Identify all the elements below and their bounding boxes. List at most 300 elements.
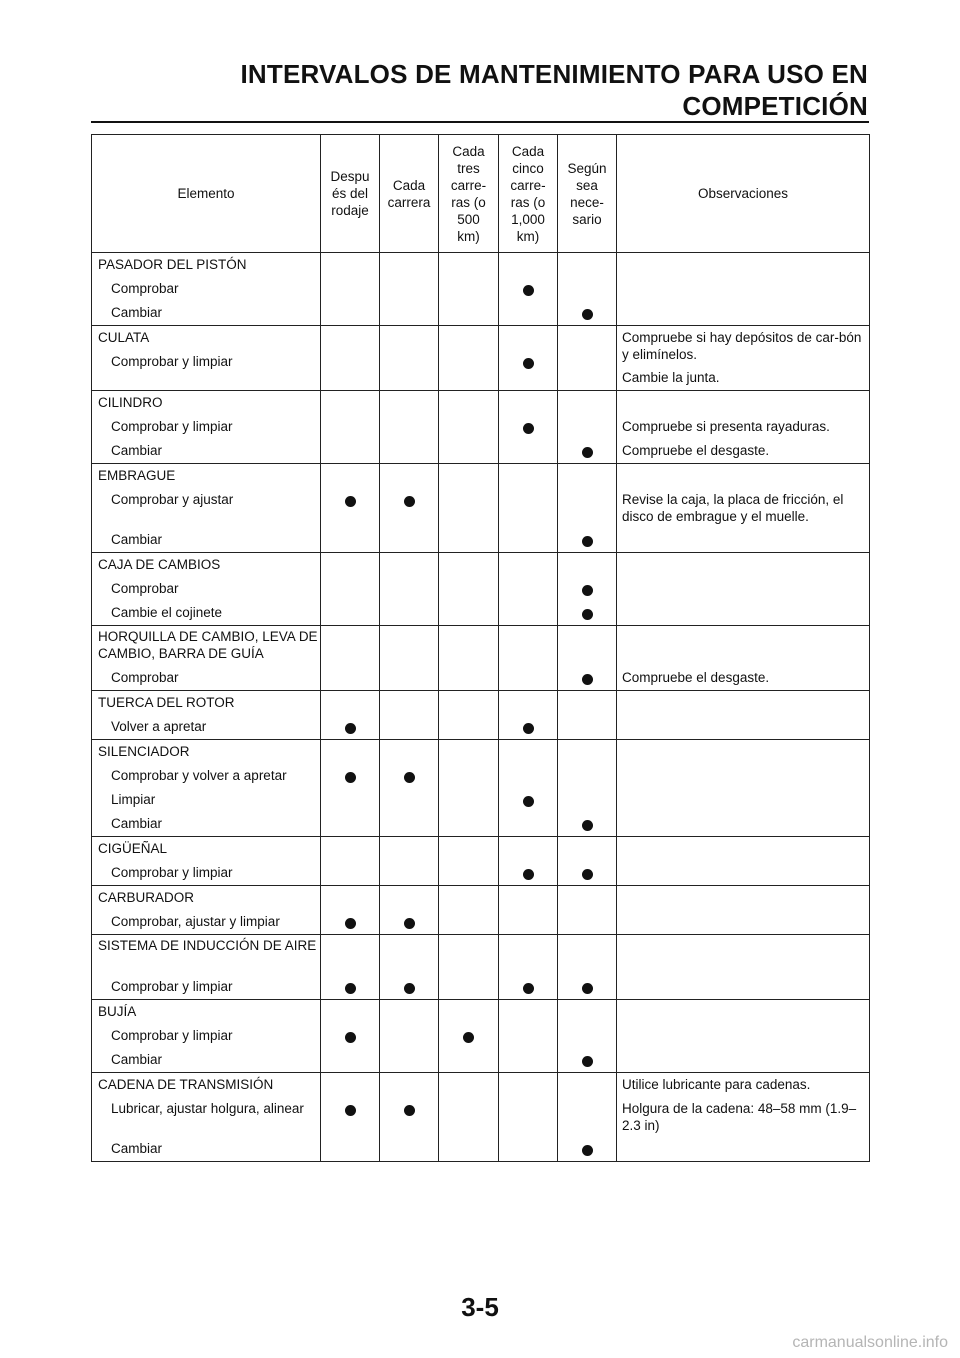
empty-mark-cell: [499, 1048, 557, 1072]
spacer: [321, 837, 379, 861]
empty-mark-cell: [558, 1097, 616, 1137]
mark-dot-cell: [380, 764, 438, 788]
empty-mark-cell: [439, 812, 498, 836]
spacer: [321, 886, 379, 910]
interval-cell: [558, 935, 617, 1000]
element-cell: [92, 691, 321, 740]
empty-mark-cell: [499, 1137, 557, 1161]
observation-text: [617, 1024, 869, 1048]
spacer: [439, 464, 498, 488]
element-cell: [92, 837, 321, 886]
spacer: [321, 253, 379, 277]
empty-mark-cell: [321, 301, 379, 325]
spacer: [499, 1000, 557, 1024]
bullet-dot-icon: [345, 1032, 356, 1043]
spacer: [321, 935, 379, 975]
empty-mark-cell: [321, 415, 379, 439]
spacer: [617, 837, 869, 861]
interval-cell: [321, 691, 380, 740]
mark-dot-cell: [321, 764, 379, 788]
interval-cell: [499, 935, 558, 1000]
empty-mark-cell: [499, 812, 557, 836]
mark-dot-cell: [558, 528, 616, 552]
interval-cell: [499, 886, 558, 935]
observations-cell: [617, 740, 870, 837]
interval-cell: [439, 691, 499, 740]
mark-dot-cell: [380, 975, 438, 999]
spacer: [558, 1000, 616, 1024]
spacer: [380, 935, 438, 975]
interval-cell: [380, 691, 439, 740]
interval-cell: [380, 553, 439, 626]
spacer: [321, 1000, 379, 1024]
item-label: Comprobar y limpiar: [111, 354, 233, 369]
bullet-dot-icon: [404, 772, 415, 783]
bullet-dot-icon: [523, 358, 534, 369]
empty-mark-cell: [321, 1137, 379, 1161]
bullet-dot-icon: [523, 423, 534, 434]
observations-cell: [617, 464, 870, 553]
mark-dot-cell: [321, 1097, 379, 1137]
observation-text: [617, 577, 869, 601]
interval-cell: [439, 464, 499, 553]
element-cell: [92, 886, 321, 935]
item-label: Limpiar: [111, 792, 156, 807]
item-label: Cambiar: [111, 1141, 163, 1156]
empty-mark-cell: [380, 301, 438, 325]
table-row: [92, 935, 870, 1000]
table-row: [92, 253, 870, 326]
interval-cell: [321, 935, 380, 1000]
empty-mark-cell: [499, 666, 557, 690]
spacer: [499, 253, 557, 277]
interval-cell: [439, 1000, 499, 1073]
mark-dot-cell: [558, 301, 616, 325]
item-label: Comprobar y limpiar: [111, 865, 233, 880]
bullet-dot-icon: [582, 309, 593, 320]
interval-cell: [321, 837, 380, 886]
interval-cell: [499, 253, 558, 326]
item-label: Comprobar y volver a apretar: [111, 768, 287, 783]
empty-mark-cell: [439, 715, 498, 739]
observations-cell: [617, 837, 870, 886]
observations-cell: [617, 391, 870, 464]
spacer: [439, 326, 498, 350]
mark-dot-cell: [558, 666, 616, 690]
mark-dot-cell: [558, 861, 616, 885]
element-cell: [92, 1073, 321, 1162]
observation-text: [617, 975, 869, 999]
interval-cell: [321, 1000, 380, 1073]
spacer: [558, 626, 616, 666]
table-row: [92, 1073, 870, 1162]
header-cada-carrera: Cada carrera: [380, 135, 439, 253]
spacer: [558, 837, 616, 861]
interval-cell: [380, 391, 439, 464]
interval-cell: [321, 626, 380, 691]
interval-cell: [439, 553, 499, 626]
section-title: SILENCIADOR: [98, 744, 190, 759]
header-despues-rodaje: Despu és del rodaje: [321, 135, 380, 253]
interval-cell: [439, 935, 499, 1000]
empty-mark-cell: [558, 488, 616, 528]
empty-mark-cell: [439, 975, 498, 999]
bullet-dot-icon: [523, 983, 534, 994]
observations-cell: [617, 886, 870, 935]
interval-cell: [321, 391, 380, 464]
spacer: [321, 691, 379, 715]
empty-mark-cell: [439, 301, 498, 325]
spacer: [558, 935, 616, 975]
spacer: [499, 626, 557, 666]
empty-mark-cell: [439, 415, 498, 439]
observations-cell: [617, 626, 870, 691]
empty-mark-cell: [439, 439, 498, 463]
empty-mark-cell: [439, 1048, 498, 1072]
element-cell: [92, 326, 321, 391]
item-label: Comprobar y limpiar: [111, 1028, 233, 1043]
empty-mark-cell: [321, 439, 379, 463]
spacer: [380, 253, 438, 277]
spacer: [558, 1073, 616, 1097]
empty-mark-cell: [439, 350, 498, 374]
spacer: [617, 626, 869, 666]
interval-cell: [321, 464, 380, 553]
mark-dot-cell: [380, 488, 438, 528]
mark-dot-cell: [558, 439, 616, 463]
observations-cell: [617, 691, 870, 740]
mark-dot-cell: [439, 1024, 498, 1048]
table-row: [92, 886, 870, 935]
section-title: CAJA DE CAMBIOS: [98, 557, 221, 572]
table-row: [92, 691, 870, 740]
empty-mark-cell: [439, 601, 498, 625]
page-title-line-2: COMPETICIÓN: [682, 91, 868, 121]
empty-mark-cell: [499, 601, 557, 625]
observations-cell: [617, 326, 870, 391]
spacer: [439, 391, 498, 415]
bullet-dot-icon: [582, 585, 593, 596]
interval-cell: [439, 391, 499, 464]
empty-mark-cell: [499, 577, 557, 601]
interval-cell: [439, 837, 499, 886]
interval-cell: [380, 1000, 439, 1073]
empty-mark-cell: [439, 1137, 498, 1161]
section-title: EMBRAGUE: [98, 468, 176, 483]
empty-mark-cell: [439, 577, 498, 601]
interval-cell: [499, 837, 558, 886]
empty-mark-cell: [380, 861, 438, 885]
interval-cell: [321, 326, 380, 391]
spacer: [617, 391, 869, 415]
spacer: [617, 691, 869, 715]
empty-mark-cell: [558, 715, 616, 739]
spacer: [321, 740, 379, 764]
interval-cell: [439, 886, 499, 935]
page-number: 3-5: [461, 1292, 499, 1322]
item-label: Comprobar, ajustar y limpiar: [111, 914, 280, 929]
element-cell: [92, 935, 321, 1000]
spacer: [380, 740, 438, 764]
spacer: [439, 935, 498, 975]
interval-cell: [439, 1073, 499, 1162]
empty-mark-cell: [439, 528, 498, 552]
element-cell: [92, 464, 321, 553]
spacer: [439, 691, 498, 715]
table-row: [92, 326, 870, 391]
spacer: [499, 935, 557, 975]
mark-dot-cell: [321, 910, 379, 934]
bullet-dot-icon: [345, 496, 356, 507]
spacer: [617, 740, 869, 764]
spacer: [380, 886, 438, 910]
spacer: [380, 1073, 438, 1097]
spacer: [439, 886, 498, 910]
spacer: [558, 886, 616, 910]
empty-mark-cell: [380, 1048, 438, 1072]
mark-dot-cell: [321, 715, 379, 739]
observation-text: [617, 910, 869, 934]
bullet-dot-icon: [404, 1105, 415, 1116]
item-label: Comprobar: [111, 281, 179, 296]
observation-text: [617, 715, 869, 739]
table-row: [92, 464, 870, 553]
bullet-dot-icon: [345, 918, 356, 929]
empty-mark-cell: [380, 277, 438, 301]
observation-text: Cambie la junta.: [622, 370, 720, 385]
empty-mark-cell: [439, 861, 498, 885]
observation-text: Compruebe el desgaste.: [622, 670, 770, 685]
observations-cell: [617, 935, 870, 1000]
empty-mark-cell: [439, 1097, 498, 1137]
empty-mark-cell: [499, 439, 557, 463]
bullet-dot-icon: [523, 723, 534, 734]
observation-text: [617, 788, 869, 812]
empty-mark-cell: [321, 666, 379, 690]
spacer: [321, 464, 379, 488]
empty-mark-cell: [380, 1024, 438, 1048]
spacer: [439, 740, 498, 764]
header-observaciones: Observaciones: [617, 135, 870, 253]
interval-cell: [558, 740, 617, 837]
empty-mark-cell: [321, 861, 379, 885]
page-title: [240, 58, 868, 122]
empty-mark-cell: [499, 301, 557, 325]
interval-cell: [380, 253, 439, 326]
spacer: [321, 553, 379, 577]
observations-cell: [617, 1000, 870, 1073]
spacer: [380, 691, 438, 715]
bullet-dot-icon: [582, 1056, 593, 1067]
bullet-dot-icon: [404, 918, 415, 929]
spacer: [380, 626, 438, 666]
interval-cell: [380, 886, 439, 935]
spacer: [380, 326, 438, 350]
bullet-dot-icon: [345, 1105, 356, 1116]
spacer: [558, 253, 616, 277]
element-cell: [92, 1000, 321, 1073]
spacer: [439, 837, 498, 861]
table-row: [92, 553, 870, 626]
item-label: Cambiar: [111, 305, 163, 320]
bullet-dot-icon: [582, 536, 593, 547]
interval-cell: [439, 326, 499, 391]
section-title: TUERCA DEL ROTOR: [98, 695, 235, 710]
mark-dot-cell: [380, 910, 438, 934]
spacer: [499, 837, 557, 861]
section-title: HORQUILLA DE CAMBIO, LEVA DE CAMBIO, BARRA DE GUÍA: [98, 629, 318, 661]
interval-cell: [499, 391, 558, 464]
observation-text: Utilice lubricante para cadenas.: [622, 1077, 811, 1092]
empty-mark-cell: [321, 601, 379, 625]
spacer: [499, 886, 557, 910]
empty-mark-cell: [321, 350, 379, 374]
interval-cell: [380, 837, 439, 886]
empty-mark-cell: [499, 1024, 557, 1048]
empty-mark-cell: [499, 764, 557, 788]
mark-dot-cell: [558, 1048, 616, 1072]
mark-dot-cell: [558, 577, 616, 601]
header-elemento: Elemento: [92, 135, 321, 253]
spacer: [499, 326, 557, 350]
section-title: CILINDRO: [98, 395, 163, 410]
empty-mark-cell: [558, 788, 616, 812]
spacer: [380, 464, 438, 488]
spacer: [558, 553, 616, 577]
item-label: Cambie el cojinete: [111, 605, 223, 620]
observations-cell: [617, 1073, 870, 1162]
spacer: [321, 626, 379, 666]
empty-mark-cell: [499, 528, 557, 552]
bullet-dot-icon: [523, 869, 534, 880]
spacer: [499, 691, 557, 715]
item-label: Cambiar: [111, 816, 163, 831]
observation-text: [617, 528, 869, 552]
interval-cell: [558, 391, 617, 464]
interval-cell: [499, 553, 558, 626]
empty-mark-cell: [321, 788, 379, 812]
spacer: [499, 391, 557, 415]
interval-cell: [439, 740, 499, 837]
mark-dot-cell: [499, 861, 557, 885]
interval-cell: [499, 1000, 558, 1073]
empty-mark-cell: [380, 788, 438, 812]
mark-dot-cell: [499, 788, 557, 812]
title-rule: [91, 121, 869, 123]
section-title: CADENA DE TRANSMISIÓN: [98, 1077, 274, 1092]
bullet-dot-icon: [523, 285, 534, 296]
header-segun-necesario: Según sea nece- sario: [558, 135, 617, 253]
spacer: [439, 1000, 498, 1024]
mark-dot-cell: [499, 415, 557, 439]
section-title: SISTEMA DE INDUCCIÓN DE AIRE: [98, 938, 317, 953]
bullet-dot-icon: [463, 1032, 474, 1043]
bullet-dot-icon: [345, 983, 356, 994]
interval-cell: [321, 553, 380, 626]
table-row: [92, 740, 870, 837]
interval-cell: [380, 626, 439, 691]
empty-mark-cell: [439, 488, 498, 528]
item-label: Cambiar: [111, 532, 163, 547]
bullet-dot-icon: [345, 772, 356, 783]
spacer: [617, 1000, 869, 1024]
mark-dot-cell: [321, 488, 379, 528]
spacer: [617, 464, 869, 488]
empty-mark-cell: [380, 528, 438, 552]
interval-cell: [558, 837, 617, 886]
spacer: [558, 464, 616, 488]
header-cada-cinco: Cada cinco carre- ras (o 1,000 km): [499, 135, 558, 253]
empty-mark-cell: [558, 415, 616, 439]
empty-mark-cell: [380, 715, 438, 739]
observation-text: [617, 301, 869, 325]
observation-text: Holgura de la cadena: 48–58 mm (1.9–2.3 in): [622, 1101, 857, 1133]
table-row: [92, 391, 870, 464]
bullet-dot-icon: [404, 496, 415, 507]
mark-dot-cell: [321, 1024, 379, 1048]
header-cada-tres: Cada tres carre- ras (o 500 km): [439, 135, 499, 253]
spacer: [380, 837, 438, 861]
empty-mark-cell: [499, 910, 557, 934]
interval-cell: [321, 1073, 380, 1162]
empty-mark-cell: [321, 277, 379, 301]
observation-text: [617, 812, 869, 836]
item-label: Cambiar: [111, 443, 163, 458]
empty-mark-cell: [321, 577, 379, 601]
observation-text: Compruebe si hay depósitos de car-bón y elimínelos.: [622, 330, 862, 362]
table-row: [92, 1000, 870, 1073]
watermark: carmanualsonline.info: [792, 1334, 948, 1351]
empty-mark-cell: [380, 415, 438, 439]
spacer: [617, 886, 869, 910]
interval-cell: [558, 326, 617, 391]
interval-cell: [558, 626, 617, 691]
section-title: CIGÜEÑAL: [98, 841, 168, 856]
bullet-dot-icon: [523, 796, 534, 807]
mark-dot-cell: [499, 715, 557, 739]
bullet-dot-icon: [582, 1145, 593, 1156]
spacer: [499, 464, 557, 488]
table-header-row: [92, 135, 870, 253]
empty-mark-cell: [439, 764, 498, 788]
observation-text: Compruebe si presenta rayaduras.: [622, 419, 830, 434]
item-label: Comprobar y limpiar: [111, 979, 233, 994]
observation-text: Compruebe el desgaste.: [622, 443, 770, 458]
empty-mark-cell: [439, 910, 498, 934]
interval-cell: [321, 740, 380, 837]
spacer: [439, 1073, 498, 1097]
maintenance-table: [91, 134, 870, 1162]
bullet-dot-icon: [582, 447, 593, 458]
mark-dot-cell: [558, 1137, 616, 1161]
item-label: Comprobar: [111, 670, 179, 685]
bullet-dot-icon: [582, 983, 593, 994]
mark-dot-cell: [380, 1097, 438, 1137]
empty-mark-cell: [558, 764, 616, 788]
section-title: PASADOR DEL PISTÓN: [98, 257, 247, 272]
interval-cell: [321, 253, 380, 326]
observations-cell: [617, 253, 870, 326]
empty-mark-cell: [321, 812, 379, 836]
interval-cell: [558, 1000, 617, 1073]
item-label: Comprobar: [111, 581, 179, 596]
empty-mark-cell: [321, 528, 379, 552]
spacer: [439, 253, 498, 277]
empty-mark-cell: [558, 1024, 616, 1048]
empty-mark-cell: [380, 1137, 438, 1161]
spacer: [558, 740, 616, 764]
item-label: Volver a apretar: [111, 719, 207, 734]
